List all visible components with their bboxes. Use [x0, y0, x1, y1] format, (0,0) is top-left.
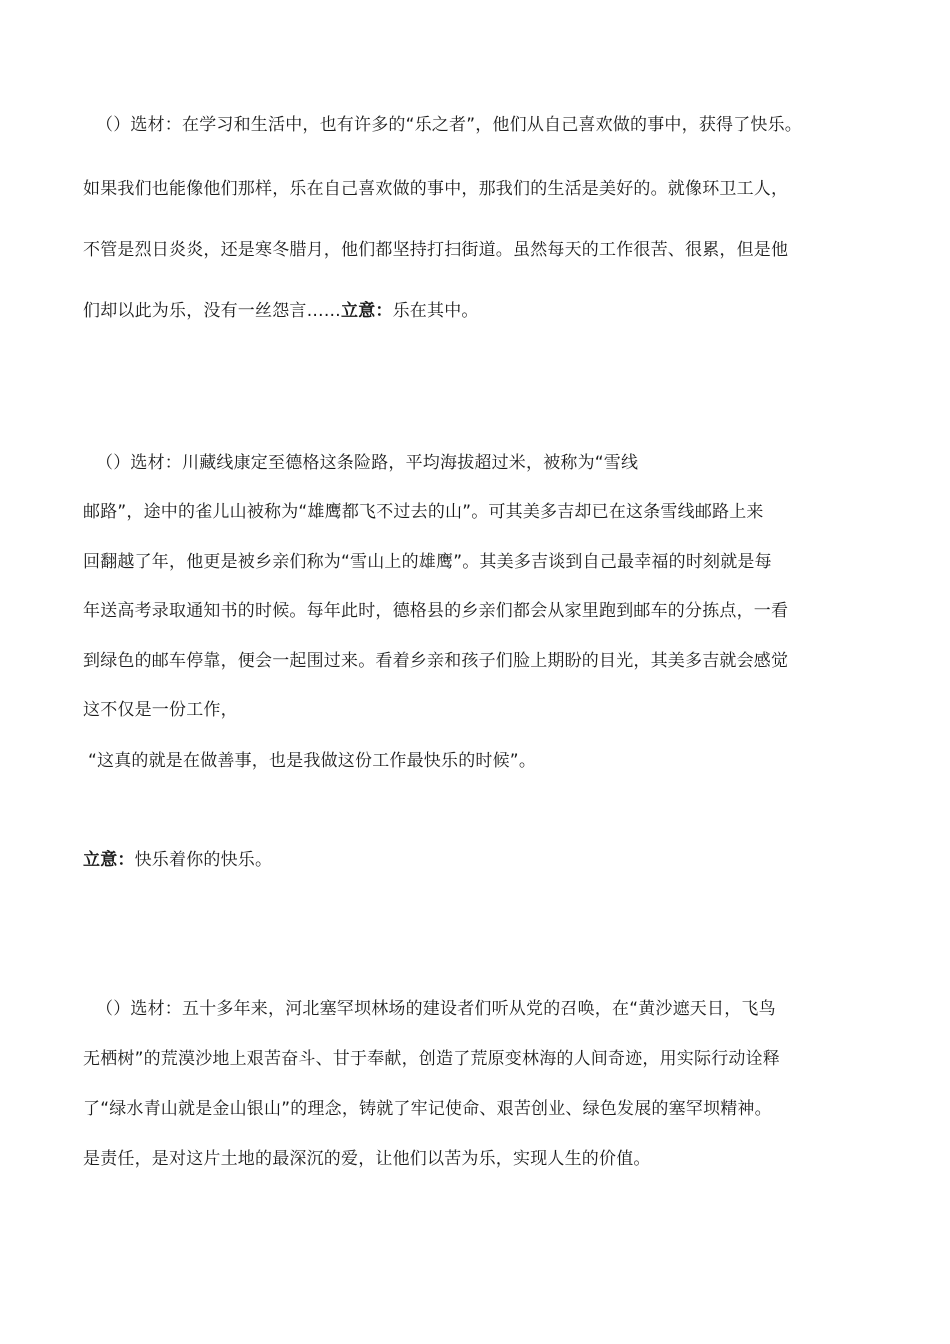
- paragraph-3-line-1: （）选材：五十多年来，河北塞罕坝林场的建设者们听从党的召唤，在“黄沙遮天日，飞鸟: [96, 999, 776, 1019]
- paragraph-2-quote: “这真的就是在做善事，也是我做这份工作最快乐的时候”。: [88, 751, 537, 771]
- paragraph-2-line-1: （）选材：川藏线康定至德格这条险路，平均海拔超过米，被称为“雪线: [96, 453, 639, 473]
- paragraph-2-line-6: 这不仅是一份工作，: [83, 700, 238, 720]
- theme-text-2: 快乐着你的快乐。: [134, 850, 273, 870]
- paragraph-2-line-5: 到绿色的邮车停靠，便会一起围过来。看着乡亲和孩子们脸上期盼的目光，其美多吉就会感觉: [83, 651, 789, 671]
- paragraph-1-line-2: 如果我们也能像他们那样，乐在自己喜欢做的事中，那我们的生活是美好的。就像环卫工人，: [83, 179, 789, 199]
- paragraph-1-line-4: [83, 300, 479, 322]
- theme-line-2: [83, 849, 272, 871]
- paragraph-1-line-1: （）选材：在学习和生活中，也有许多的“乐之者”，他们从自己喜欢做的事中，获得了快乐。: [96, 115, 803, 135]
- paragraph-2-line-4: 年送高考录取通知书的时候。每年此时，德格县的乡亲们都会从家里跑到邮车的分拣点，一看: [83, 601, 789, 621]
- paragraph-1-line-4-text: 们却以此为乐，没有一丝怨言……: [83, 301, 341, 321]
- paragraph-2-line-2: 邮路”，途中的雀儿山被称为“雄鹰都飞不过去的山”。可其美多吉却已在这条雪线邮路上来: [83, 502, 764, 522]
- theme-text-1: 乐在其中。: [392, 301, 479, 321]
- paragraph-2-line-3: 回翻越了年，他更是被乡亲们称为“雪山上的雄鹰”。其美多吉谈到自己最幸福的时刻就是每: [83, 552, 772, 572]
- paragraph-3-line-4: 是责任，是对这片土地的最深沉的爱，让他们以苦为乐，实现人生的价值。: [83, 1149, 651, 1169]
- theme-label-2: 立意：: [83, 850, 135, 870]
- theme-label-1: 立意：: [341, 301, 393, 321]
- paragraph-3-line-3: 了“绿水青山就是金山银山”的理念，铸就了牢记使命、艰苦创业、绿色发展的塞罕坝精神。: [83, 1099, 772, 1119]
- paragraph-3-line-2: 无栖树”的荒漠沙地上艰苦奋斗、甘于奉献，创造了荒原变林海的人间奇迹，用实际行动诠释: [83, 1049, 781, 1069]
- paragraph-1-line-3: 不管是烈日炎炎，还是寒冬腊月，他们都坚持打扫街道。虽然每天的工作很苦、很累，但是他: [83, 240, 789, 260]
